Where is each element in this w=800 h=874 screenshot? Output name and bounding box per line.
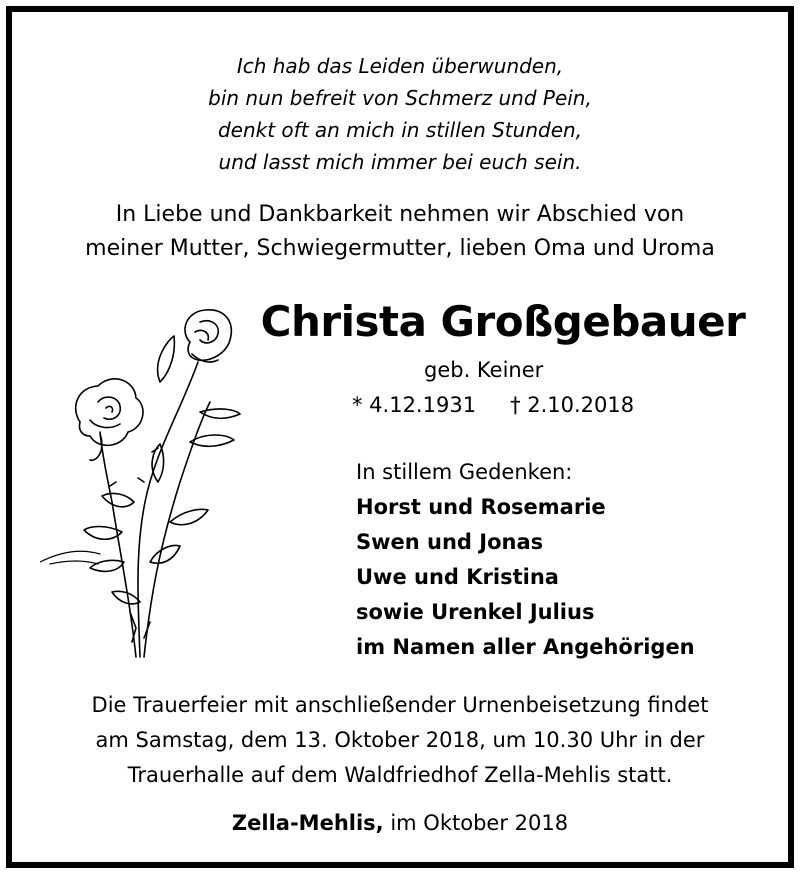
intro-line: meiner Mutter, Schwiegermutter, lieben Oma und Uroma [85, 236, 715, 261]
mourner-name: Horst und Rosemarie [356, 495, 606, 519]
place-town: Zella-Mehlis, [231, 811, 384, 835]
ceremony-line: am Samstag, dem 13. Oktober 2018, um 10.30 Uhr in der [95, 728, 705, 752]
death-date: † 2.10.2018 [510, 393, 635, 417]
intro-line: In Liebe und Dankbarkeit nehmen wir Abschied von [115, 202, 685, 227]
mourner-name: Uwe und Kristina [356, 565, 559, 589]
mourner-name: im Namen aller Angehörigen [356, 635, 695, 659]
poem [12, 50, 788, 178]
rose-illustration [40, 302, 260, 662]
birth-date: * 4.12.1931 [352, 393, 477, 417]
place-date: im Oktober 2018 [390, 811, 569, 835]
birth-name: geb. Keiner [424, 358, 544, 382]
poem-line: bin nun befreit von Schmerz und Pein, [208, 86, 592, 110]
ceremony-info [12, 688, 788, 793]
ceremony-line: Die Trauerfeier mit anschließender Urnenbeisetzung findet [91, 693, 709, 717]
intro-text [12, 198, 788, 266]
life-dates [352, 390, 634, 420]
mourner-name: Swen und Jonas [356, 530, 544, 554]
notice-frame [6, 6, 794, 868]
place-and-date [12, 808, 788, 838]
mourners-heading: In stillem Gedenken: [356, 460, 573, 484]
poem-line: und lasst mich immer bei euch sein. [218, 150, 582, 174]
deceased-name: Christa Großgebauer [260, 297, 746, 346]
poem-line: denkt oft an mich in stillen Stunden, [217, 118, 583, 142]
mourners-block [356, 455, 695, 665]
poem-line: Ich hab das Leiden überwunden, [236, 54, 564, 78]
ceremony-line: Trauerhalle auf dem Waldfriedhof Zella-Mehlis statt. [127, 763, 673, 787]
mourner-name: sowie Urenkel Julius [356, 600, 595, 624]
